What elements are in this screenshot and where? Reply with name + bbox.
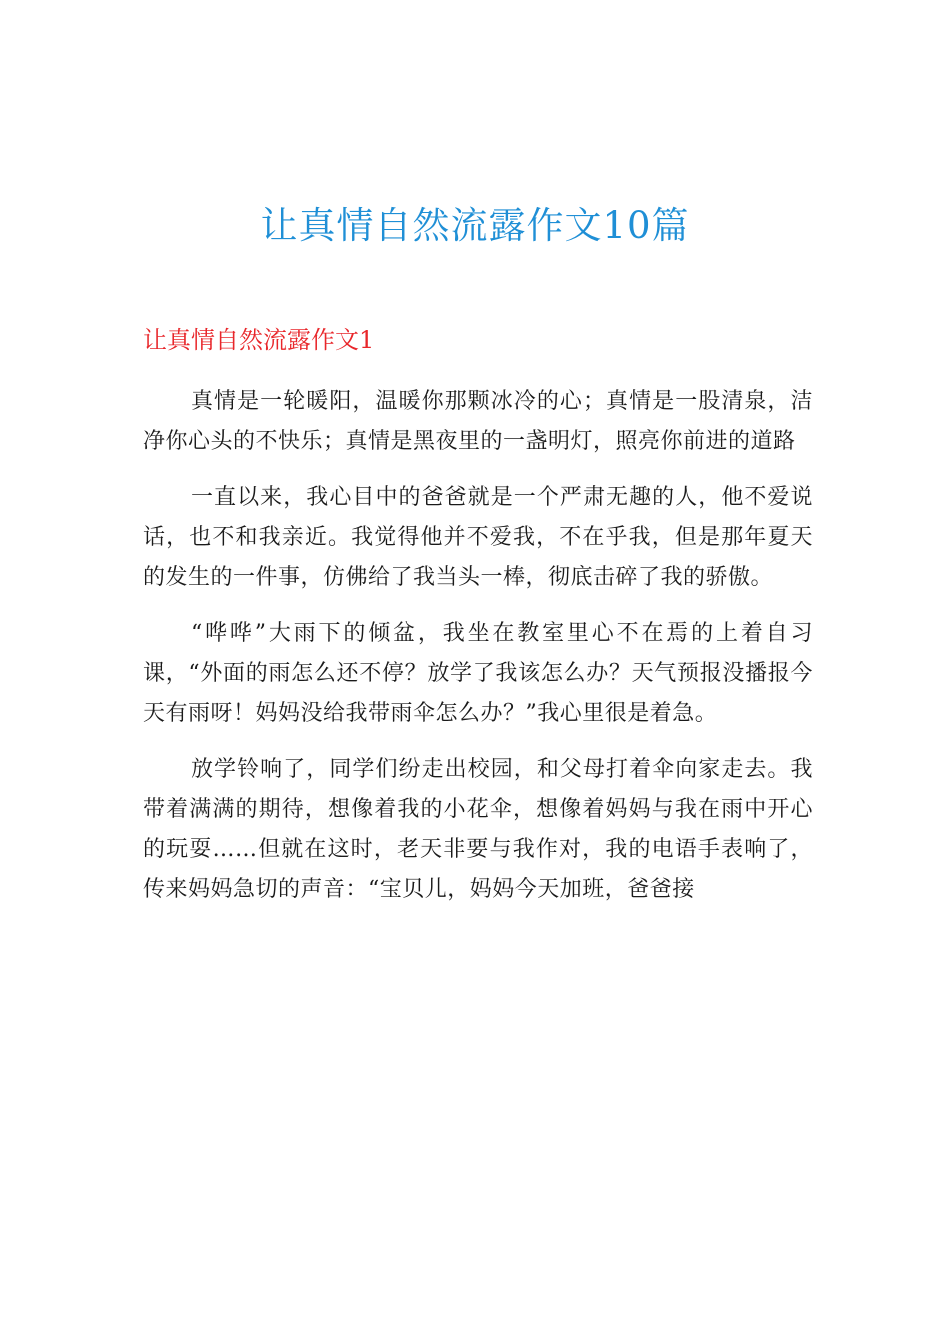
document-title: 让真情自然流露作文10篇 (260, 204, 690, 247)
paragraph-3: “哗哗”大雨下的倾盆，我坐在教室里心不在焉的上着自习课，“外面的雨怎么还不停？放学了我该怎么办？天气预报没播报今天有雨呀！妈妈没给我带雨伞怎么办？”我心里很是着急。 (143, 621, 813, 726)
paragraph-2: 一直以来，我心目中的爸爸就是一个严肃无趣的人，他不爱说话，也不和我亲近。我觉得他并不爱我，不在乎我，但是那年夏天的发生的一件事，仿佛给了我当头一棒，彻底击碎了我的骄傲。 (143, 485, 813, 590)
section-heading: 让真情自然流露作文1 (143, 326, 375, 354)
paragraph-4: 放学铃响了，同学们纷走出校园，和父母打着伞向家走去。我带着满满的期待，想像着我的小花伞，想像着妈妈与我在雨中开心的玩耍……但就在这时，老天非要与我作对，我的电语手表响了，传来妈妈急切的声音：“宝贝儿，妈妈今天加班，爸爸接 (143, 757, 813, 902)
paragraph-1: 真情是一轮暖阳，温暖你那颗冰冷的心；真情是一股清泉，洁净你心头的不快乐；真情是黑夜里的一盏明灯，照亮你前进的道路 (143, 389, 813, 454)
section-body (143, 382, 813, 926)
